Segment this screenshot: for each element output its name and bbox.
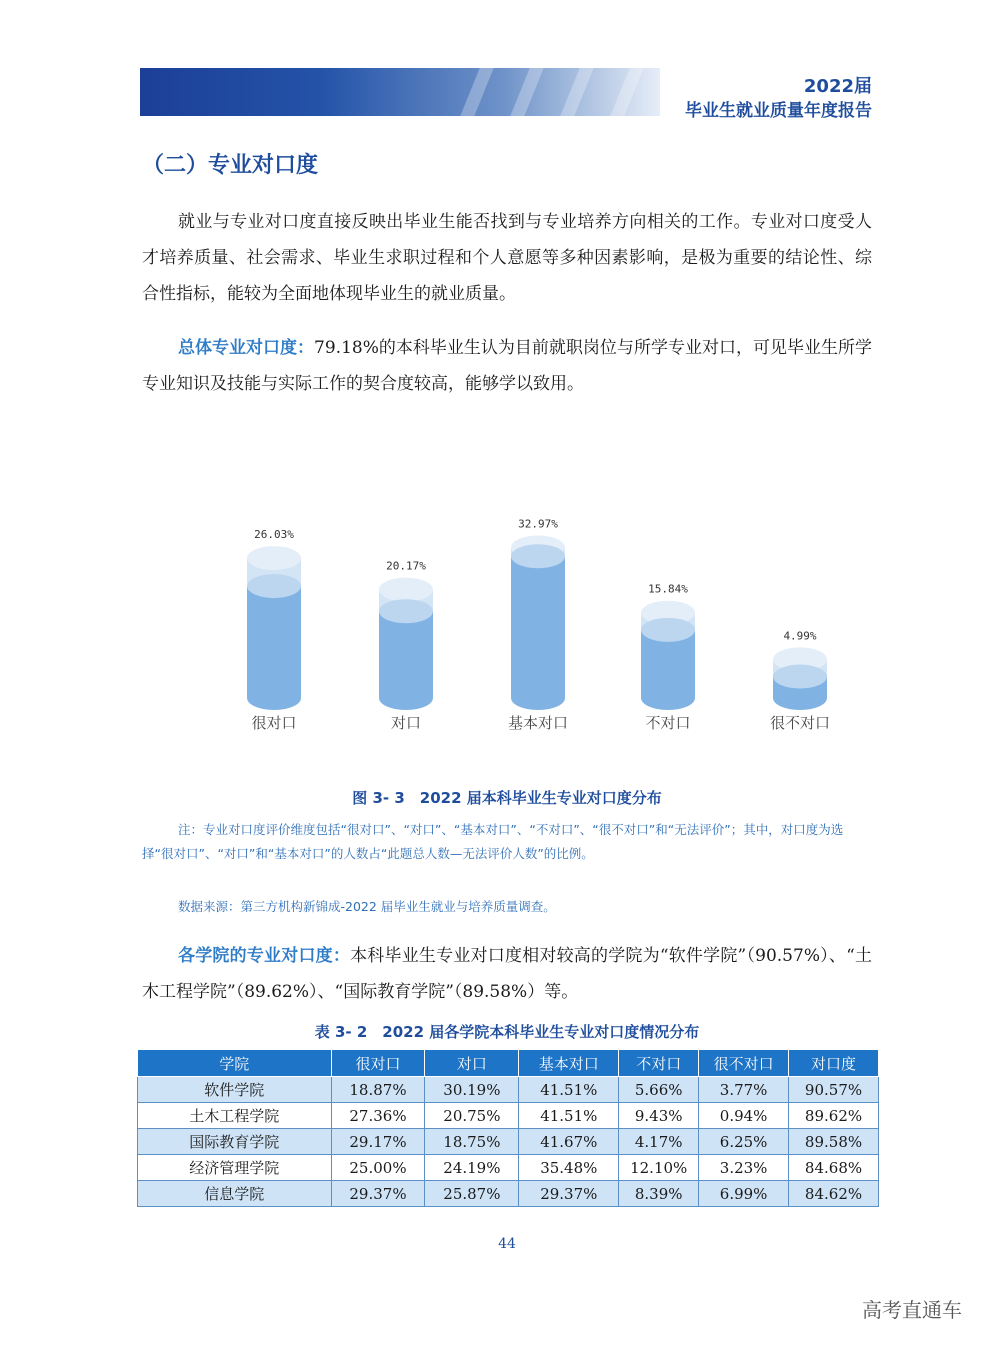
table-cell: 20.75% <box>425 1103 519 1129</box>
intro-paragraph: 就业与专业对口度直接反映出毕业生能否找到与专业培养方向相关的工作。专业对口度受人才培养质量、社会需求、毕业生求职过程和个人意愿等多种因素影响，是极为重要的结论性、综合性指标，能较为全面地体现毕业生的就业质量。 <box>142 212 872 304</box>
bar <box>247 586 301 698</box>
college-name-cell: 信息学院 <box>138 1181 332 1207</box>
table-cell: 8.39% <box>619 1181 699 1207</box>
bar-top <box>247 574 301 598</box>
table-header-cell: 很不对口 <box>699 1050 789 1077</box>
header-year: 2022届 <box>803 76 872 97</box>
table-cell: 35.48% <box>519 1155 619 1181</box>
table-cell: 12.10% <box>619 1155 699 1181</box>
table-cell: 25.87% <box>425 1181 519 1207</box>
table-cell: 90.57% <box>789 1077 879 1103</box>
table-row <box>138 1077 879 1103</box>
chart-note: 注：专业对口度评价维度包括“很对口”、“对口”、“基本对口”、“不对口”、“很不对口”和“无法评价”；其中，对口度为选择“很对口”、“对口”和“基本对口”的人数占“此题总人数—无法评价人数”的比例。 <box>142 822 844 861</box>
table-cell: 6.25% <box>699 1129 789 1155</box>
table-cell: 18.87% <box>331 1077 425 1103</box>
overall-label: 总体专业对口度： <box>178 338 315 358</box>
table-cell: 25.00% <box>331 1155 425 1181</box>
table-cell: 5.66% <box>619 1077 699 1103</box>
bar-value-label: 15.84% <box>648 582 688 596</box>
table-cell: 24.19% <box>425 1155 519 1181</box>
bar-base <box>379 686 433 710</box>
table-cell: 4.17% <box>619 1129 699 1155</box>
header-report-title: 毕业生就业质量年度报告 <box>685 101 872 121</box>
table-header-row <box>138 1050 879 1077</box>
bar-base <box>247 686 301 710</box>
bar <box>511 556 565 698</box>
bar-top <box>511 544 565 568</box>
header-banner <box>140 68 660 116</box>
bar-value-label: 32.97% <box>518 517 558 531</box>
college-name-cell: 国际教育学院 <box>138 1129 332 1155</box>
table-header-cell: 基本对口 <box>519 1050 619 1077</box>
table-cell: 84.62% <box>789 1181 879 1207</box>
table-row <box>138 1155 879 1181</box>
category-label: 很对口 <box>251 714 297 732</box>
table-header-cell: 对口度 <box>789 1050 879 1077</box>
category-label: 基本对口 <box>507 714 569 732</box>
college-paragraph <box>142 938 872 1010</box>
table-row <box>138 1103 879 1129</box>
bar-base <box>511 686 565 710</box>
table-row <box>138 1129 879 1155</box>
fit-distribution-chart <box>210 440 860 750</box>
category-label: 对口 <box>390 714 422 732</box>
table-header-cell: 学院 <box>138 1050 332 1077</box>
table-header-cell: 不对口 <box>619 1050 699 1077</box>
bar-tank-top <box>379 578 433 602</box>
table-cell: 89.58% <box>789 1129 879 1155</box>
table-cell: 30.19% <box>425 1077 519 1103</box>
table-cell: 89.62% <box>789 1103 879 1129</box>
overall-paragraph <box>142 330 872 402</box>
table-cell: 41.51% <box>519 1077 619 1103</box>
category-label: 很不对口 <box>769 714 831 732</box>
figure-caption: 图 3- 3 2022 届本科毕业生专业对口度分布 <box>352 789 662 807</box>
table-cell: 6.99% <box>699 1181 789 1207</box>
bar-top <box>641 618 695 642</box>
table-caption: 表 3- 2 2022 届各学院本科毕业生专业对口度情况分布 <box>314 1023 700 1041</box>
watermark: 高考直通车 <box>862 1298 962 1322</box>
bar-value-label: 26.03% <box>254 528 294 542</box>
bar-value-label: 20.17% <box>386 559 426 573</box>
overall-text: 79.18%的本科毕业生认为目前就职岗位与所学专业对口，可见毕业生所学专业知识及技能与实际工作的契合度较高，能够学以致用。 <box>142 338 873 394</box>
college-name-cell: 软件学院 <box>138 1077 332 1103</box>
table-header-cell: 很对口 <box>331 1050 425 1077</box>
bar-value-label: 4.99% <box>783 629 817 643</box>
bar-base <box>773 686 827 710</box>
college-name-cell: 土木工程学院 <box>138 1103 332 1129</box>
category-label: 不对口 <box>645 714 691 732</box>
table-row <box>138 1181 879 1207</box>
table-cell: 84.68% <box>789 1155 879 1181</box>
college-label: 各学院的专业对口度： <box>178 946 351 966</box>
section-heading: （二）专业对口度 <box>142 153 319 178</box>
page-number: 44 <box>498 1236 516 1252</box>
table-cell: 9.43% <box>619 1103 699 1129</box>
table-cell: 29.37% <box>519 1181 619 1207</box>
bar-tank-top <box>247 546 301 570</box>
table-cell: 29.37% <box>331 1181 425 1207</box>
college-fit-table <box>137 1049 879 1207</box>
college-text: 本科毕业生专业对口度相对较高的学院为“软件学院”（90.57%）、“土木工程学院”（89.62%）、“国际教育学院”（89.58%）等。 <box>142 946 872 1002</box>
bar-top <box>379 599 433 623</box>
table-cell: 27.36% <box>331 1103 425 1129</box>
bar <box>379 611 433 698</box>
bar-top <box>773 665 827 689</box>
table-cell: 3.23% <box>699 1155 789 1181</box>
table-header-cell: 对口 <box>425 1050 519 1077</box>
table-cell: 41.51% <box>519 1103 619 1129</box>
table-cell: 3.77% <box>699 1077 789 1103</box>
data-source: 数据来源：第三方机构新锦成-2022 届毕业生就业与培养质量调查。 <box>178 899 556 914</box>
bar-base <box>641 686 695 710</box>
table-cell: 41.67% <box>519 1129 619 1155</box>
table-cell: 18.75% <box>425 1129 519 1155</box>
table-cell: 0.94% <box>699 1103 789 1129</box>
table-cell: 29.17% <box>331 1129 425 1155</box>
college-name-cell: 经济管理学院 <box>138 1155 332 1181</box>
